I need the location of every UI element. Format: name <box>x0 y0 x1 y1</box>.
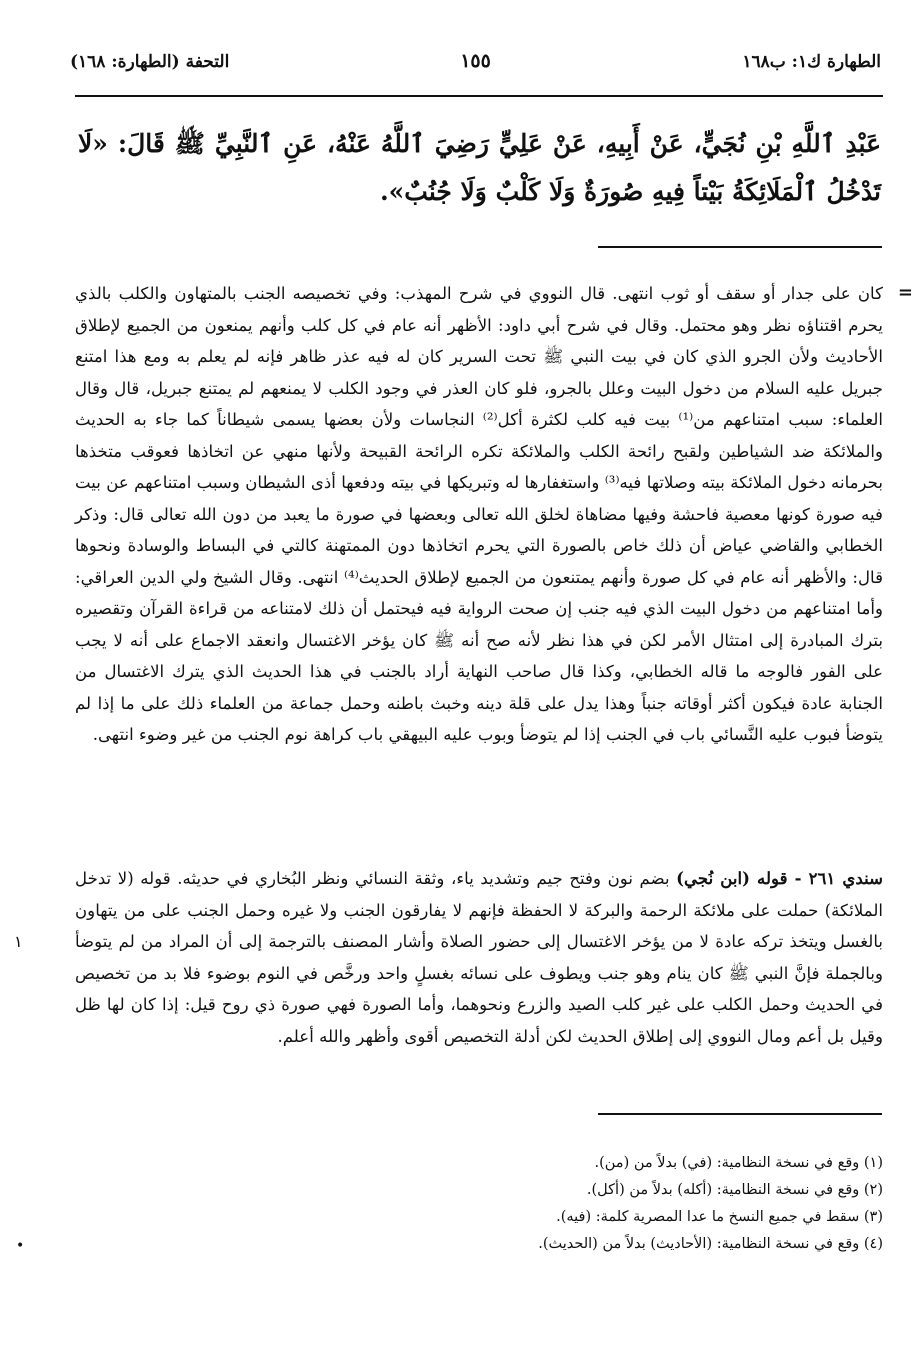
footnote-bullet: • <box>16 1238 25 1254</box>
footnote-1: (١) وقع في نسخة النظامية: (في) بدلاً من (من). <box>594 1155 883 1171</box>
hadith-text: عَبْدِ ٱللَّهِ بْنِ نُجَيٍّ، عَنْ أَبِيهِ، عَنْ عَلِيٍّ رَضِيَ ٱللَّهُ عَنْهُ، عَنِ ٱلنَّبِيِّ ﷺ قَالَ: «لَا تَدْخُلُ ٱلْمَلَائِكَةُ بَيْتاً فِيهِ صُورَةٌ وَلَا كَلْبٌ وَلَا جُنُبٌ». <box>78 129 881 206</box>
footnote-separator <box>598 1113 882 1115</box>
continuation-mark: = <box>897 282 913 303</box>
footnotes <box>100 1150 883 1258</box>
footnote-3: (٣) سقط في جميع النسخ ما عدا المصرية كلمة: (فيه). <box>556 1209 883 1225</box>
running-header <box>70 48 881 88</box>
header-chapter-reference: الطهارة ك١: ب١٦٨ <box>742 52 881 72</box>
sindi-text: بضم نون وفتح جيم وتشديد ياء، وثقة النسائي ونظر البُخاري في حديثه. قوله (لا تدخل الملائكة) حملت على ملائكة الرحمة والبركة لا الحفظة فإنهم لا يفارقون الجنب ولا غيره وحمل الجنب على من يتهاون بالغسل ويتخذ تركه عادة لا من يؤخر الاغتسال إلى حضور الصلاة وأشار المصنف بالترجمة إلى أن المراد من لم يتوضأ وبالجملة فإنَّ النبي ﷺ كان ينام وهو جنب ويطوف على نسائه بغسلٍ واحد ورخَّص في النوم بوضوء فلا بد من تخصيص في الحديث وحمل الكلب على غير كلب الصيد والزرع ونحوهما، وأما الصورة فهي صورة ذي روح قيل: إذا كان لها ظل وقيل بل أعم ومال النووي إلى إطلاق الحديث لكن أدلة التخصيص أقوى وأظهر والله أعلم. <box>75 869 883 1046</box>
page-number: ١٥٥ <box>460 50 491 72</box>
sindi-lead: سندي ٢٦١ - قوله (ابن نُجي) <box>676 868 883 888</box>
commentary-paragraph: كان على جدار أو سقف أو ثوب انتهى. قال النووي في شرح المهذب: وفي تخصيصه الجنب بالمتهاون والكلب بالذي يحرم اقتناؤه نظر وهو محتمل. وقال في شرح أبي داود: الأظهر أنه عام في كل كلب وأنهم يمنعون من الجميع لإطلاق الأحاديث ولأن الجرو الذي كان في بيت النبي ﷺ تحت السرير كان له فيه عذر ظاهر فإنه لم يعلم به ومع هذا امتنع جبريل عليه السلام من دخول البيت وعلل بالجرو، فلو كان العذر في وجود الكلب لا يمنعهم لم يمتنع جبريل، قال وقال العلماء: سبب امتناعهم من⁽¹⁾ بيت فيه كلب لكثرة أكل⁽²⁾ النجاسات ولأن بعضها يسمى شيطاناً كما جاء به الحديث والملائكة ضد الشياطين ولقبح رائحة الكلب والملائكة تكره الرائحة القبيحة ولأنها منهي عن اتخاذها فعوقب متخذها بحرمانه دخول الملائكة بيته وصلاتها فيه⁽³⁾ واستغفارها له وتبريكها في بيته ودفعها أذى الشيطان وسبب امتناعهم عن بيت فيه صورة كونها معصية فاحشة وفيها مضاهاة لخلق الله تعالى وبعضها في صورة ما يعبد من دون الله تعالى قال: وذكر الخطابي والقاضي عياض أن ذلك خاص بالصورة التي يحرم اتخاذها دون الممتهنة كالتي في البساط والوسادة ونحوها قال: والأظهر أنه عام في كل صورة وأنهم يمتنعون من الجميع لإطلاق الحديث⁽⁴⁾ انتهى. وقال الشيخ ولي الدين العراقي: وأما امتناعهم من دخول البيت الذي فيه جنب إن صحت الرواية فيه فيحتمل أن ذلك لامتناعه من قراءة القرآن وتقصيره بترك المبادرة إلى امتثال الأمر لكن في هذا نظر لأنه صح أنه ﷺ كان يؤخر الاغتسال وانعقد الاجماع على أنه لا يجب على الفور فالوجه ما قاله الخطابي، وكذا قال صاحب النهاية أراد بالجنب في هذا الحديث الذي يترك الاغتسال من الجنابة عادة فيكون أكثر أوقاته جنباً وهذا يدل على قلة دينه وخبث باطنه وحمل جماعة من العلماء ذلك على ما إذا لم يتوضأ فبوب عليه النَّسائي باب في الجنب إذا لم يتوضأ وبوب عليه البيهقي باب كراهة نوم الجنب من غير وضوء انتهى. <box>75 284 884 744</box>
footnote-4: (٤) وقع في نسخة النظامية: (الأحاديث) بدلاً من (الحديث). <box>538 1236 883 1252</box>
footnote-2: (٢) وقع في نسخة النظامية: (أكله) بدلاً من (أكل). <box>586 1182 883 1198</box>
margin-mark: ١ <box>14 932 23 951</box>
section-separator <box>598 246 882 248</box>
sindi-commentary <box>75 863 883 1052</box>
header-rule <box>75 95 883 97</box>
header-book-reference: التحفة (الطهارة: ١٦٨) <box>70 52 230 72</box>
